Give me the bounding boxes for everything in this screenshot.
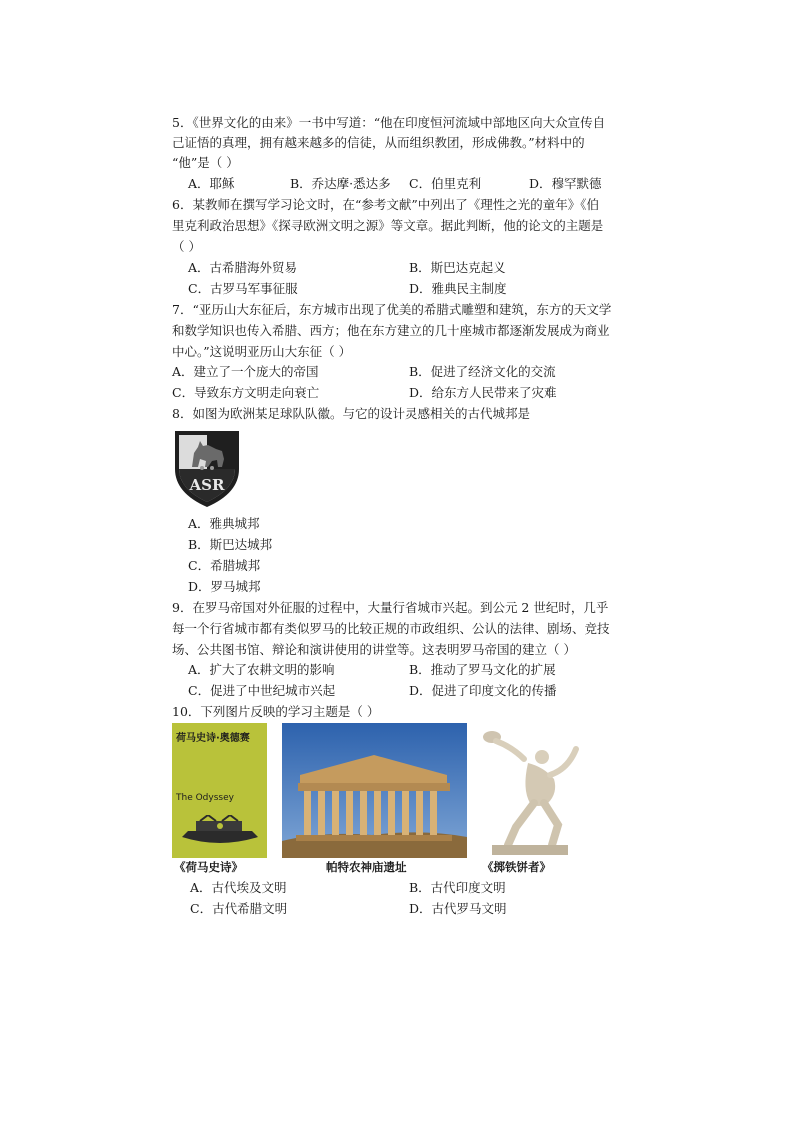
team-badge-image — [172, 427, 242, 509]
book-title: 荷马史诗·奥德赛 — [176, 733, 250, 744]
badge-letters: ASR — [189, 476, 225, 494]
caption-discobolus: 《掷铁饼者》 — [482, 860, 551, 874]
q6-option-a[interactable]: A．古希腊海外贸易 — [188, 260, 298, 275]
q6-line-2: 里克利政治思想》《探寻欧洲文明之源》等文章。据此判断，他的论文的主题是 — [172, 218, 604, 233]
q8-option-b[interactable]: B．斯巴达城邦 — [188, 537, 273, 552]
q5-option-c[interactable]: C．伯里克利 — [409, 176, 482, 191]
q9-line-3: 场、公共图书馆、辩论和演讲使用的讲堂等。这表明罗马帝国的建立（ ） — [172, 642, 576, 657]
q9-option-d[interactable]: D．促进了印度文化的传播 — [409, 683, 557, 698]
q5-option-d[interactable]: D．穆罕默德 — [529, 176, 602, 191]
q6-option-b[interactable]: B．斯巴达克起义 — [409, 260, 506, 275]
odyssey-book-image — [172, 723, 267, 858]
q10-option-a[interactable]: A．古代埃及文明 — [190, 880, 287, 895]
q7-option-d[interactable]: D．给东方人民带来了灾难 — [409, 385, 557, 400]
ship-illustration-icon — [178, 815, 262, 849]
q7-option-b[interactable]: B．促进了经济文化的交流 — [409, 364, 556, 379]
q7-option-c[interactable]: C．导致东方文明走向衰亡 — [172, 385, 320, 400]
shield-wolf-icon — [172, 427, 242, 509]
q7-line-2: 和数学知识也传入希腊、西方；他在东方建立的几十座城市都逐渐发展成为商业 — [172, 323, 610, 338]
q5-line-2: 己证悟的真理，拥有越来越多的信徒，从而组织教团，形成佛教。”材料中的 — [172, 135, 585, 150]
q10-line-1: 10．下列图片反映的学习主题是（ ） — [172, 704, 380, 719]
q5-line-3: “他”是（ ） — [172, 155, 239, 170]
q8-line-1: 8．如图为欧洲某足球队队徽。与它的设计灵感相关的古代城邦是 — [172, 406, 530, 421]
q5-option-a[interactable]: A．耶稣 — [188, 176, 235, 191]
q10-option-c[interactable]: C．古代希腊文明 — [190, 901, 288, 916]
q8-option-d[interactable]: D．罗马城邦 — [188, 579, 261, 594]
q7-line-1: 7．“亚历山大东征后，东方城市出现了优美的希腊式雕塑和建筑，东方的天文学 — [172, 302, 612, 317]
q8-option-a[interactable]: A．雅典城邦 — [188, 516, 260, 531]
q7-line-3: 中心。”这说明亚历山大东征（ ） — [172, 344, 352, 359]
temple-ruins-icon — [282, 723, 467, 858]
q5-line-1: 5．《世界文化的由来》一书中写道：“他在印度恒河流域中部地区向大众宣传自 — [172, 115, 606, 130]
q9-option-a[interactable]: A．扩大了农耕文明的影响 — [188, 662, 335, 677]
q7-option-a[interactable]: A．建立了一个庞大的帝国 — [172, 364, 319, 379]
q6-option-c[interactable]: C．古罗马军事征服 — [188, 281, 298, 296]
discus-thrower-statue-icon — [478, 723, 583, 858]
q6-line-1: 6．某教师在撰写学习论文时，在“参考文献”中列出了《理性之光的童年》《伯 — [172, 197, 599, 212]
book-subtitle: The Odyssey — [176, 793, 234, 803]
discobolus-image — [478, 723, 583, 858]
caption-parthenon: 帕特农神庙遗址 — [326, 860, 407, 874]
q9-option-b[interactable]: B．推动了罗马文化的扩展 — [409, 662, 556, 677]
q8-option-c[interactable]: C．希腊城邦 — [188, 558, 261, 573]
parthenon-image — [282, 723, 467, 858]
q6-line-3: （ ） — [172, 239, 201, 254]
q9-line-2: 每一个行省城市都有类似罗马的比较正规的市政组织、公认的法律、剧场、竞技 — [172, 621, 610, 636]
q9-line-1: 9．在罗马帝国对外征服的过程中，大量行省城市兴起。到公元 2 世纪时，几乎 — [172, 600, 609, 615]
q6-option-d[interactable]: D．雅典民主制度 — [409, 281, 507, 296]
q10-option-d[interactable]: D．古代罗马文明 — [409, 901, 507, 916]
q9-option-c[interactable]: C．促进了中世纪城市兴起 — [188, 683, 336, 698]
q5-option-b[interactable]: B．乔达摩·悉达多 — [290, 176, 391, 191]
caption-homer-epics: 《荷马史诗》 — [174, 860, 243, 874]
q10-option-b[interactable]: B．古代印度文明 — [409, 880, 506, 895]
